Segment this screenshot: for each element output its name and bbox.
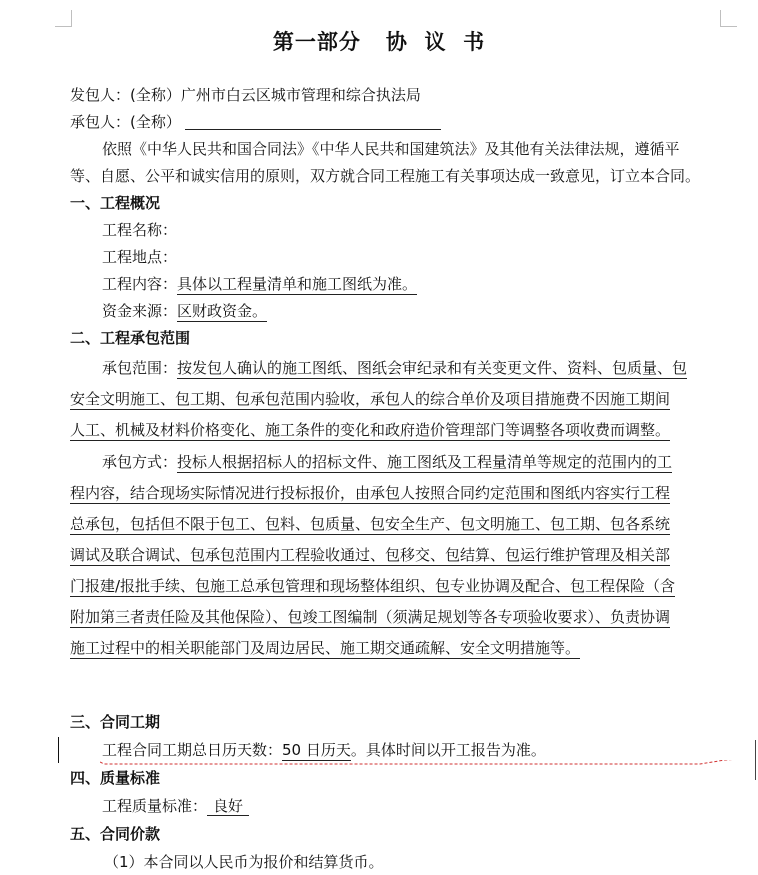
mode-line-4: 调试及联合调试、包承包范围内工程验收通过、包移交、包结算、包运行维护管理及相关部: [70, 546, 671, 564]
quality-value: 良好: [207, 797, 249, 816]
fund-source-value: 区财政资金。: [177, 302, 268, 320]
section5-heading: 五、合同价款: [70, 825, 161, 843]
contractor-blank[interactable]: [185, 113, 441, 130]
fund-source-label: 资金来源：: [102, 302, 178, 320]
employer-line: 发包人：(全称）广州市白云区城市管理和综合执法局: [70, 86, 421, 104]
quality-row: [102, 793, 249, 819]
price-item-1: （1）本合同以人民币为报价和结算货币。: [104, 853, 384, 871]
project-content-row: [102, 271, 417, 297]
revision-change-marker: [100, 760, 755, 772]
mode-line-2: 程内容，结合现场实际情况进行投标报价，由承包人按照合同约定范围和图纸内容实行工程: [70, 484, 671, 502]
mode-line-3: 总承包，包括但不限于包工、包料、包质量、包安全生产、包文明施工、包工期、包各系统: [70, 515, 671, 533]
change-bar: [755, 740, 756, 780]
mode-line-7: 施工过程中的相关职能部门及周边居民、施工期交通疏解、安全文明措施等。: [70, 639, 581, 657]
fund-source-row: [102, 298, 267, 324]
period-label: 工程合同工期总日历天数：: [102, 741, 283, 759]
contractor-label: 承包人：(全称）: [70, 113, 181, 131]
mode-row-5: [70, 573, 675, 599]
mode-line-6: 附加第三者责任险及其他保险）、包竣工图编制（须满足规划等各专项验收要求）、负责协调: [70, 608, 671, 626]
section2-heading: 二、工程承包范围: [70, 329, 191, 347]
mode-row-6: [70, 604, 670, 630]
scope-row-1: [102, 355, 687, 381]
quality-label: 工程质量标准：: [102, 797, 208, 815]
mode-label: 承包方式：: [102, 453, 178, 471]
mode-row-4: [70, 542, 670, 568]
mode-row-1: [102, 449, 672, 475]
page-corner-mark-left: [55, 10, 72, 27]
period-tail: 。具体时间以开工报告为准。: [350, 741, 546, 759]
scope-label: 承包范围：: [102, 359, 178, 377]
mode-row-2: [70, 480, 670, 506]
period-value: 50 日历天: [282, 741, 351, 759]
scope-line-2: 安全文明施工、包工期、包承包范围内验收，承包人的综合单价及项目措施费不因施工期间: [70, 390, 671, 408]
section3-heading: 三、合同工期: [70, 713, 161, 731]
section4-heading: 四、质量标准: [70, 769, 161, 787]
contractor-line: [70, 109, 441, 135]
page-corner-mark-right: [720, 10, 737, 27]
document-title: 第一部分 协 议 书: [272, 29, 486, 54]
intro-line-1: 依照《中华人民共和国合同法》《中华人民共和国建筑法》及其他有关法律法规，遵循平: [102, 140, 680, 158]
project-content-label: 工程内容：: [102, 275, 178, 293]
mode-line-1: 投标人根据招标人的招标文件、施工图纸及工程量清单等规定的范围内的工: [177, 453, 673, 471]
intro-line-2: 等、自愿、公平和诚实信用的原则，双方就合同工程施工有关事项达成一致意见，订立本合同。: [70, 167, 701, 185]
text-cursor: [58, 737, 59, 763]
project-location-label: 工程地点：: [102, 248, 178, 266]
scope-line-3: 人工、机械及材料价格变化、施工条件的变化和政府造价管理部门等调整各项收费而调整。: [70, 421, 671, 439]
mode-row-3: [70, 511, 670, 537]
scope-row-3: [70, 417, 670, 443]
mode-row-7: [70, 635, 580, 661]
scope-row-2: [70, 386, 670, 412]
project-content-value: 具体以工程量清单和施工图纸为准。: [177, 275, 418, 293]
scope-line-1: 按发包人确认的施工图纸、图纸会审纪录和有关变更文件、资料、包质量、包: [177, 359, 688, 377]
section1-heading: 一、工程概况: [70, 194, 161, 212]
project-name-label: 工程名称：: [102, 221, 178, 239]
mode-line-5: 门报建/报批手续、包施工总承包管理和现场整体组织、包专业协调及配合、包工程保险（含: [70, 577, 676, 595]
